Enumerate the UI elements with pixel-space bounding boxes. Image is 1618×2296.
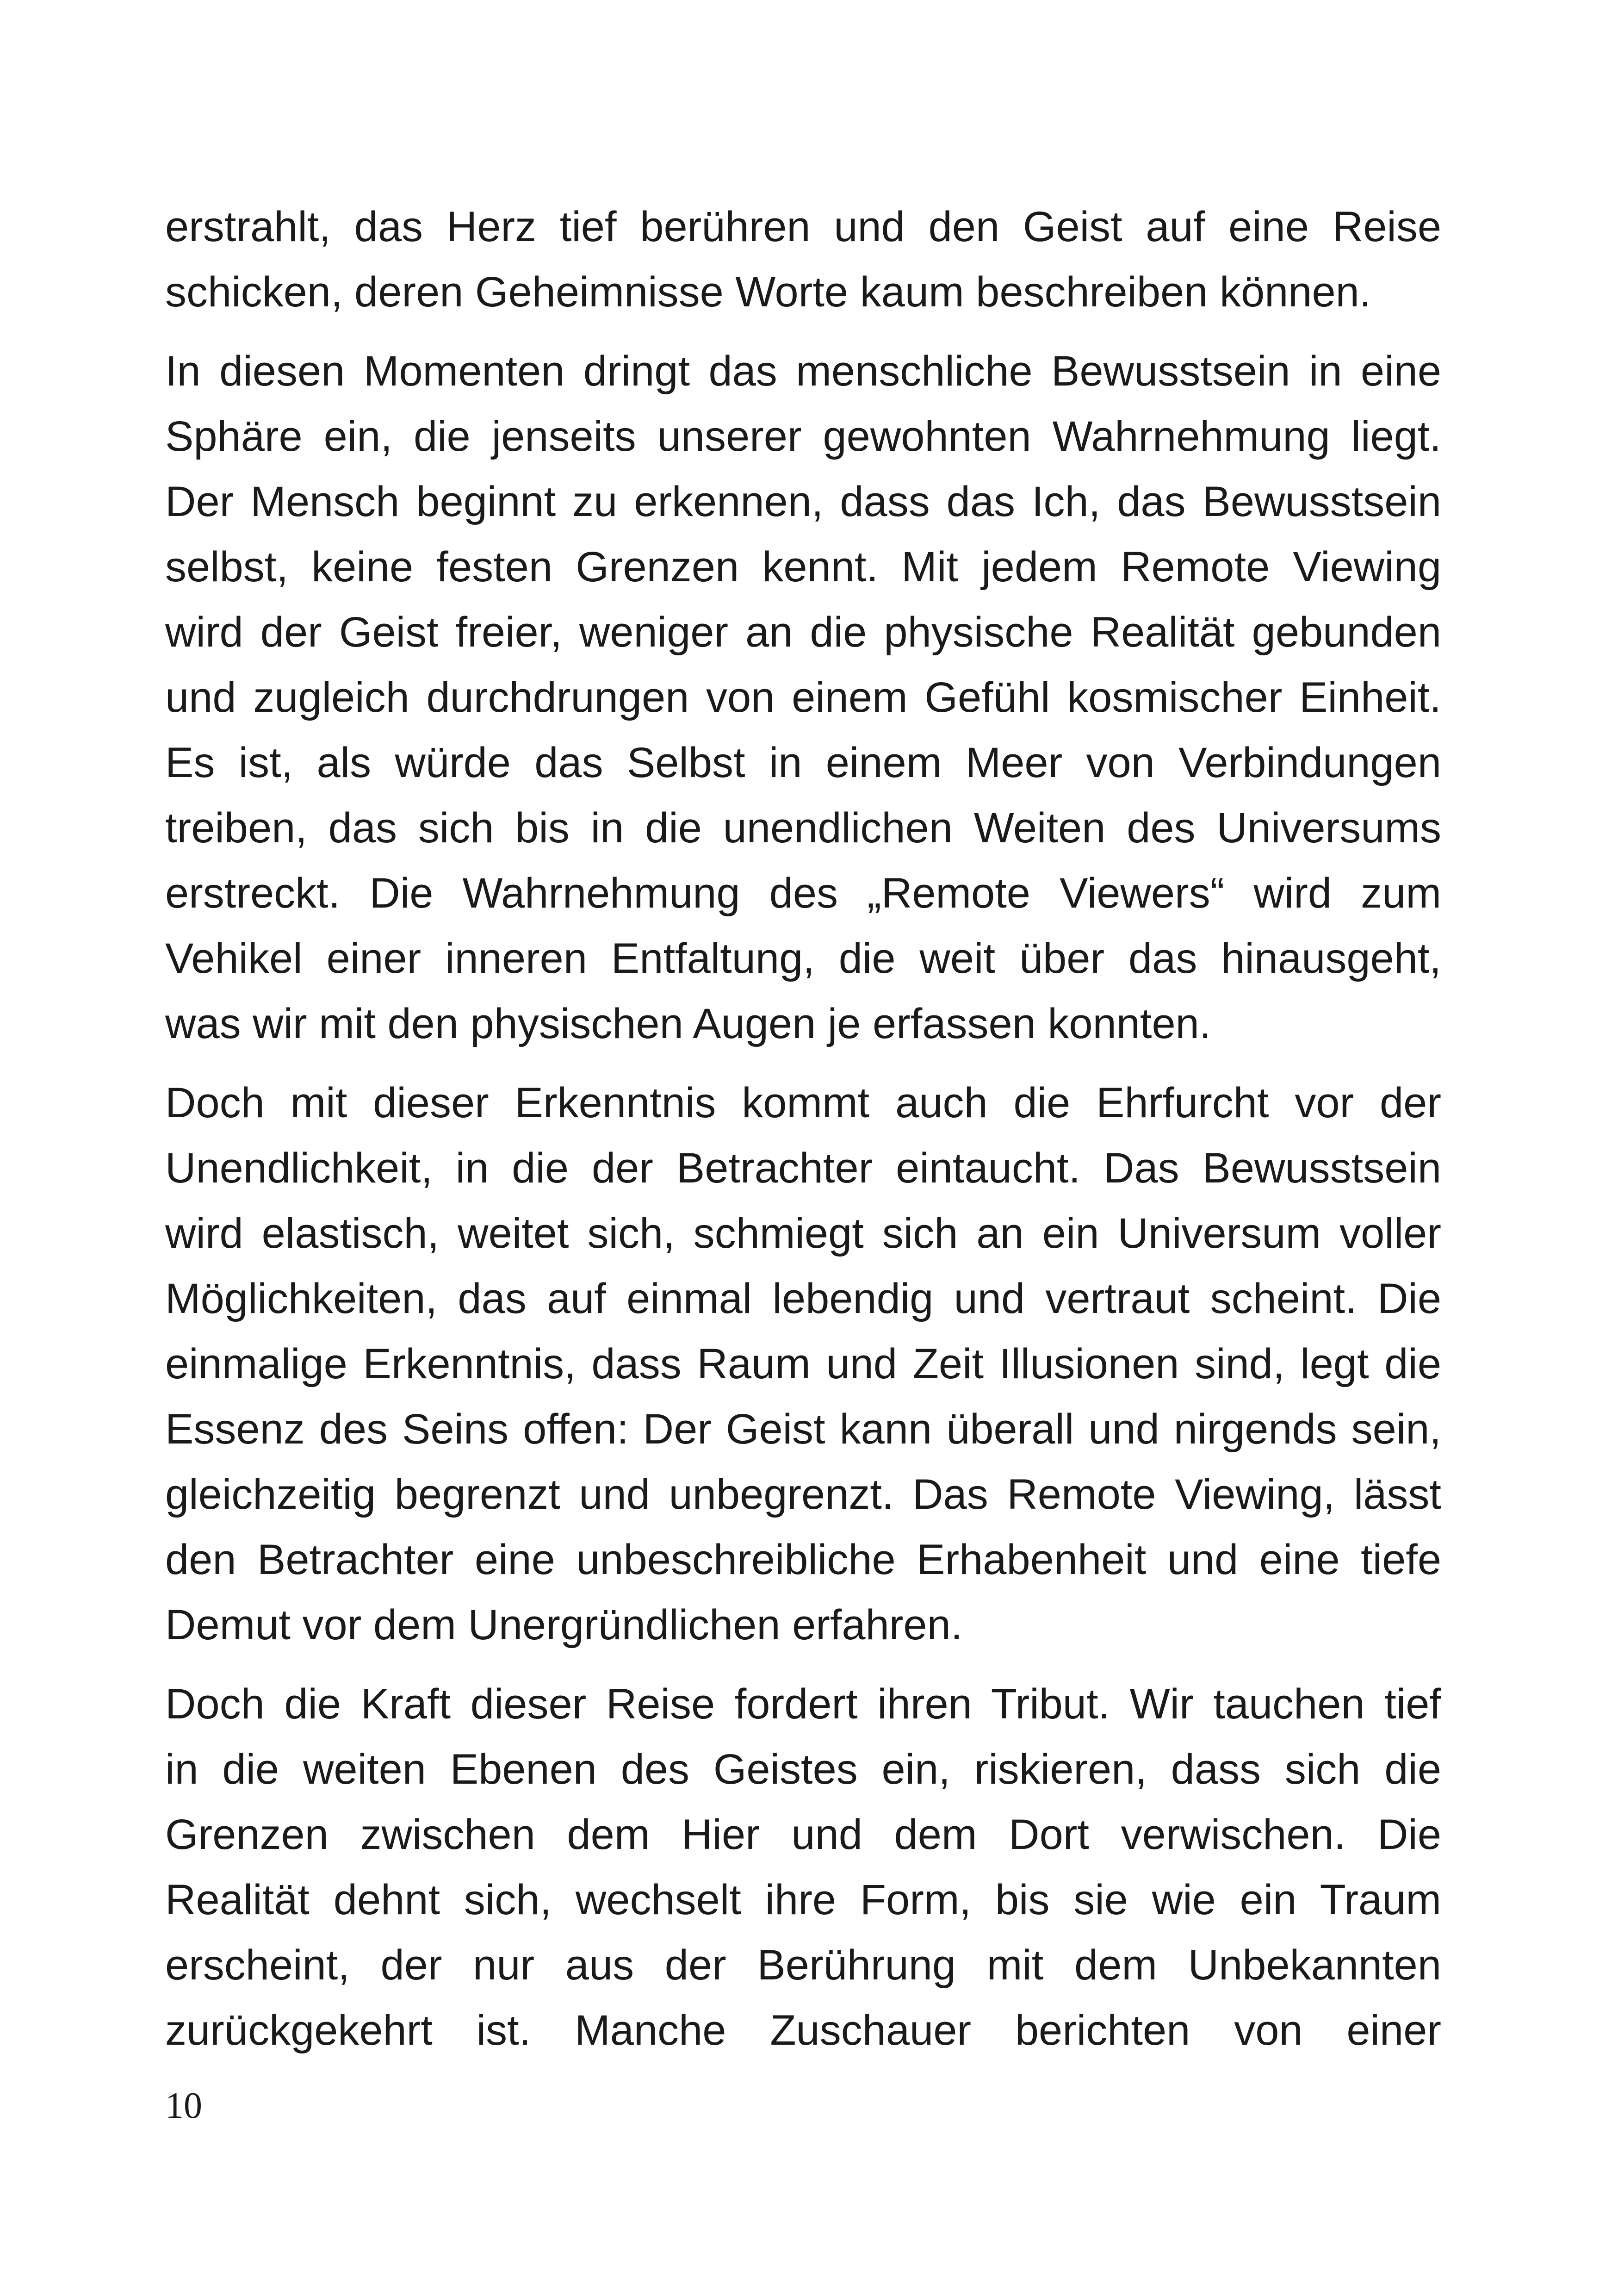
paragraph [165,194,1441,325]
text-line: erscheint, der nur aus der Berührung mit dem Unbekannten [165,1941,1441,1989]
text-line: gleichzeitig begrenzt und unbegrenzt. Das Remote Viewing, lässt [165,1471,1441,1518]
text-line: Vehikel einer inneren Entfaltung, die weit über das hinausgeht, [165,935,1441,982]
text-line: Essenz des Seins offen: Der Geist kann überall und nirgends sein, [165,1406,1441,1453]
text-line: den Betrachter eine unbeschreibliche Erhabenheit und eine tiefe [165,1536,1441,1583]
text-line: treiben, das sich bis in die unendlichen Weiten des Universums [165,804,1441,852]
text-line: einmalige Erkenntnis, dass Raum und Zeit Illusionen sind, legt die [165,1340,1441,1388]
text-line: selbst, keine festen Grenzen kennt. Mit jedem Remote Viewing [165,543,1441,591]
text-line: Doch mit dieser Erkenntnis kommt auch die Ehrfurcht vor der [165,1079,1441,1126]
text-line: Der Mensch beginnt zu erkennen, dass das Ich, das Bewusstsein [165,478,1441,525]
text-line: schicken, deren Geheimnisse Worte kaum beschreiben können. [165,268,1371,316]
text-line: Doch die Kraft dieser Reise fordert ihren Tribut. Wir tauchen tief [165,1680,1441,1728]
paragraph [165,339,1441,1057]
text-line: Grenzen zwischen dem Hier und dem Dort verwischen. Die [165,1811,1441,1858]
text-line: was wir mit den physischen Augen je erfassen konnten. [165,1000,1211,1047]
text-line: erstrahlt, das Herz tief berühren und den Geist auf eine Reise [165,203,1441,250]
text-line: zurückgekehrt ist. Manche Zuschauer berichten von einer [165,2007,1441,2054]
text-line: Unendlichkeit, in die der Betrachter eintaucht. Das Bewusstsein [165,1145,1441,1192]
text-line: und zugleich durchdrungen von einem Gefühl kosmischer Einheit. [165,674,1441,721]
text-line: Es ist, als würde das Selbst in einem Meer von Verbindungen [165,739,1441,786]
paragraph [165,1070,1441,1658]
text-line: Realität dehnt sich, wechselt ihre Form, bis sie wie ein Traum [165,1876,1441,1923]
text-line: erstreckt. Die Wahrnehmung des „Remote Viewers“ wird zum [165,870,1441,917]
text-line: in die weiten Ebenen des Geistes ein, riskieren, dass sich die [165,1746,1441,1793]
text-line: wird der Geist freier, weniger an die physische Realität gebunden [165,609,1441,656]
text-line: wird elastisch, weitet sich, schmiegt sich an ein Universum voller [165,1210,1441,1257]
body-text [165,194,1441,2077]
text-line: Möglichkeiten, das auf einmal lebendig und vertraut scheint. Die [165,1275,1441,1322]
paragraph [165,1672,1441,2063]
text-line: In diesen Momenten dringt das menschliche Bewusstsein in eine [165,348,1441,395]
text-line: Demut vor dem Unergründlichen erfahren. [165,1601,963,1649]
text-line: Sphäre ein, die jenseits unserer gewohnten Wahrnehmung liegt. [165,413,1441,460]
page-number: 10 [165,2085,202,2126]
